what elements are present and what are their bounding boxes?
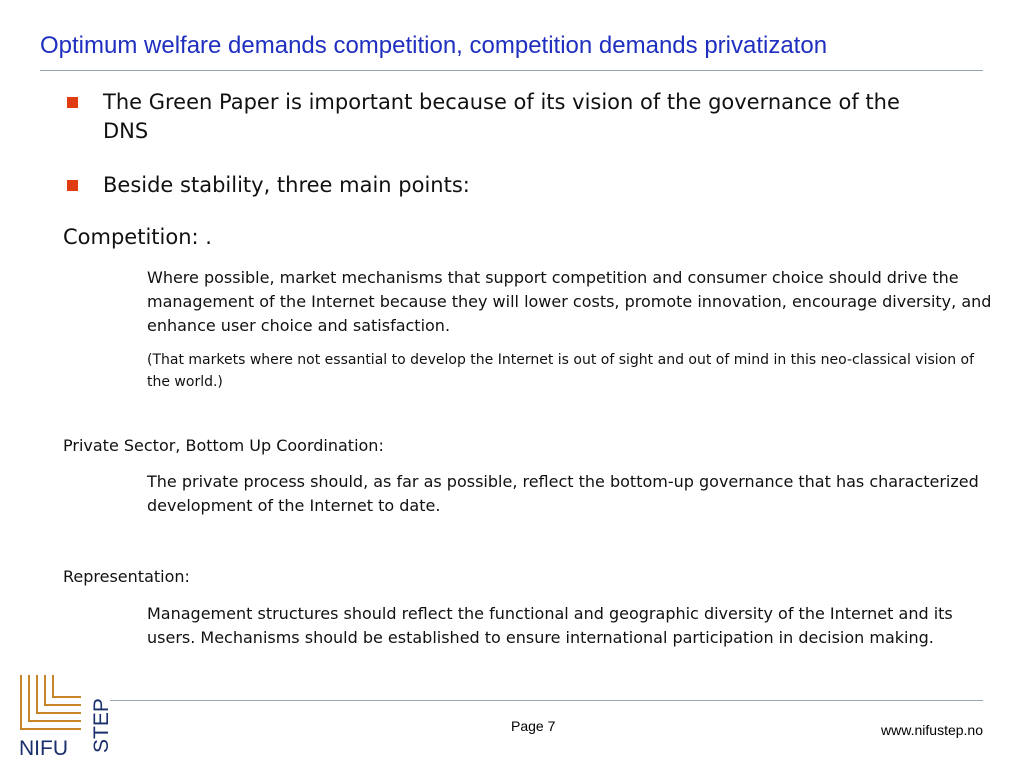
representation-heading: Representation: (63, 567, 190, 586)
bullet-item (67, 171, 947, 200)
title-divider (40, 70, 983, 71)
bullet-text: The Green Paper is important because of its vision of the governance of the DNS (103, 90, 900, 143)
bullet-square-icon (67, 180, 78, 191)
footer-divider (110, 700, 983, 701)
competition-heading: Competition: . (63, 225, 212, 249)
bullet-text: Beside stability, three main points: (103, 173, 470, 197)
logo-text-nifu: NIFU (19, 737, 68, 760)
bullet-item (67, 88, 947, 146)
competition-text: Where possible, market mechanisms that support competition and consumer choice should drive the management of the Internet because they will lower costs, promote innovation, encourage diversity, and enhance user choice and satisfaction. (147, 268, 992, 335)
slide-title: Optimum welfare demands competition, competition demands privatizaton (40, 32, 828, 59)
bullet-square-icon (67, 97, 78, 108)
footer-url[interactable]: www.nifustep.no (881, 722, 983, 738)
competition-note: (That markets where not essantial to develop the Internet is out of sight and out of mind in this neo-classical vision of the world.) (147, 352, 975, 390)
private-sector-text: The private process should, as far as possible, reflect the bottom-up governance that has characterized development of the Internet to date. (147, 472, 979, 515)
private-sector-heading: Private Sector, Bottom Up Coordination: (63, 436, 384, 455)
page-number: Page 7 (511, 718, 556, 734)
representation-text: Management structures should reflect the functional and geographic diversity of the Internet and its users. Mechanisms should be established to ensure international participation in decision making. (147, 604, 953, 647)
nifu-step-logo (17, 665, 117, 760)
logo-text-step: STEP (90, 698, 113, 753)
